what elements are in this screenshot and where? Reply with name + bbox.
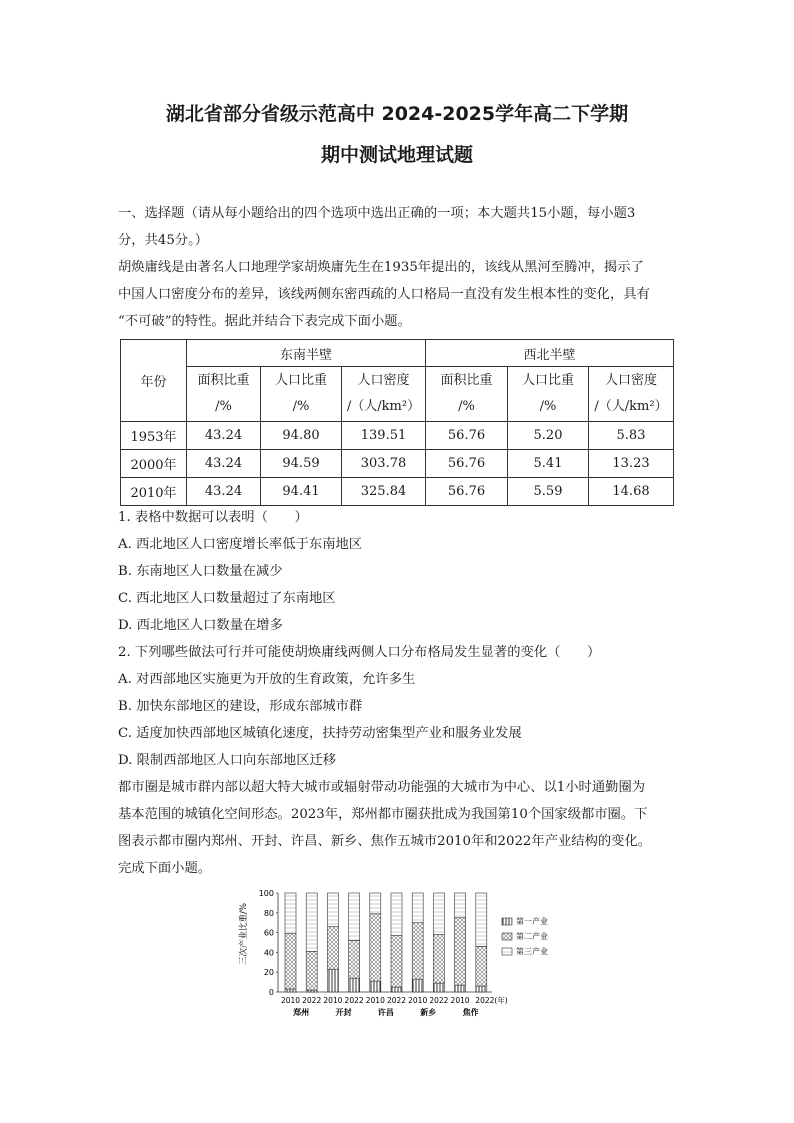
bar-secondary-segment (370, 914, 381, 981)
bar-tertiary-segment (412, 893, 423, 923)
question-1-option-a: A. 西北地区人口密度增长率低于东南地区 (118, 537, 363, 552)
x-tick-label: 2010 (280, 996, 301, 1005)
passage2-line-2: 基本范围的城镇化空间形态。2023年，郑州都市圈获批成为我国第10个国家级都市圈。下 (118, 807, 648, 822)
passage2-line-1: 都市圈是城市群内部以超大特大城市或辐射带动功能强的大城市为中心、以1小时通勤圈为 (118, 780, 646, 795)
bar-primary-segment (412, 979, 423, 992)
city-label: 许昌 (377, 1008, 394, 1017)
y-axis-label: 三次产业比重/% (239, 903, 249, 965)
table-col-east-area: 面积比重 /% (187, 367, 261, 422)
bar-tertiary-segment (285, 893, 296, 934)
city-label: 郑州 (293, 1008, 310, 1017)
question-2-option-c: C. 适度加快西部地区城镇化速度，扶持劳动密集型产业和服务业发展 (118, 726, 522, 741)
city-label: 新乡 (420, 1008, 437, 1017)
question-1-option-d: D. 西北地区人口数量在增多 (118, 618, 283, 633)
bar-primary-segment (370, 981, 381, 992)
bar-tertiary-segment (349, 893, 360, 941)
table-col-west-area: 面积比重 /% (426, 367, 508, 422)
question-2-option-b: B. 加快东部地区的建设，形成东部城市群 (118, 699, 363, 714)
table-col-west-density: 人口密度 /（人/km²） (589, 367, 674, 422)
section-line-2: 分，共45分。） (118, 233, 209, 248)
bar-tertiary-segment (306, 893, 317, 951)
bar-primary-segment (391, 987, 402, 992)
y-tick-label: 20 (263, 968, 274, 978)
bar-primary-segment (433, 983, 444, 992)
x-tick-label: 2022 (386, 996, 407, 1005)
bar-secondary-segment (285, 934, 296, 989)
x-tick-label: 2022(年) (475, 996, 508, 1005)
passage2-line-4: 完成下面小题。 (118, 861, 212, 876)
bar-tertiary-segment (476, 893, 487, 946)
table-row: 1953年 43.24 94.80 139.51 56.76 5.20 5.83 (121, 422, 674, 450)
legend-label: 第三产业 (516, 947, 548, 956)
y-tick-label: 100 (258, 889, 274, 898)
question-2-option-d: D. 限制西部地区人口向东部地区迁移 (118, 753, 337, 768)
bar-tertiary-segment (327, 893, 338, 927)
bar-tertiary-segment (391, 893, 402, 936)
legend-swatch (502, 933, 512, 940)
question-1-stem: 1. 表格中数据可以表明（ ） (118, 510, 308, 525)
bar-primary-segment (455, 985, 466, 992)
bar-tertiary-segment (433, 893, 444, 935)
population-table (120, 339, 674, 506)
y-tick-label: 60 (263, 928, 274, 938)
legend-label: 第一产业 (516, 917, 548, 926)
x-tick-label: 2022 (344, 996, 364, 1005)
question-1-option-c: C. 西北地区人口数量超过了东南地区 (118, 591, 336, 606)
legend-label: 第二产业 (516, 932, 548, 941)
paper-title-line1: 湖北省部分省级示范高中 2024-2025学年高二下学期 (165, 103, 629, 125)
question-2-option-a: A. 对西部地区实施更为开放的生育政策，允许多生 (118, 672, 416, 687)
section-instructions (118, 200, 680, 254)
bar-primary-segment (327, 969, 338, 992)
industry-structure-chart (232, 882, 562, 1022)
bar-secondary-segment (391, 936, 402, 987)
legend-swatch (502, 918, 512, 925)
table-col-east-pop: 人口比重 /% (261, 367, 342, 422)
question-2-stem: 2. 下列哪些做法可行并可能使胡焕庸线两侧人口分布格局发生显著的变化（ ） (118, 645, 601, 660)
table-row: 2000年 43.24 94.59 303.78 56.76 5.41 13.23 (121, 450, 674, 478)
table-row: 2010年 43.24 94.41 325.84 56.76 5.59 14.68 (121, 478, 674, 506)
passage1-line-2: 中国人口密度分布的差异，该线两侧东密西疏的人口格局一直没有发生根本性的变化，具有 (118, 287, 650, 302)
bar-tertiary-segment (455, 893, 466, 918)
legend-swatch (502, 948, 512, 955)
section-line-1: 一、选择题（请从每小题给出的四个选项中选出正确的一项；本大题共15小题，每小题3 (118, 206, 636, 221)
bar-secondary-segment (476, 946, 487, 986)
y-tick-label: 80 (263, 908, 274, 918)
question-1-option-b: B. 东南地区人口数量在减少 (118, 564, 283, 579)
passage1-line-1: 胡焕庸线是由著名人口地理学家胡焕庸先生在1935年提出的，该线从黑河至腾冲，揭示了 (118, 260, 644, 275)
y-tick-label: 40 (263, 948, 274, 958)
bar-secondary-segment (455, 918, 466, 985)
table-header-west: 西北半壁 (426, 340, 674, 367)
bar-primary-segment (476, 986, 487, 992)
bar-tertiary-segment (370, 893, 381, 914)
passage2-line-3: 图表示都市圈内郑州、开封、许昌、新乡、焦作五城市2010年和2022年产业结构的变化。 (118, 834, 652, 849)
table-col-east-density: 人口密度 /（人/km²） (342, 367, 426, 422)
x-tick-label: 2022 (429, 996, 449, 1005)
x-tick-label: 2022 (302, 996, 322, 1005)
table-header-year: 年份 (121, 340, 187, 422)
bar-secondary-segment (306, 951, 317, 990)
x-tick-label: 2010 (408, 996, 428, 1005)
y-tick-label: 0 (268, 988, 274, 997)
table-header-east: 东南半壁 (187, 340, 426, 367)
bar-secondary-segment (433, 935, 444, 984)
x-tick-label: 2010 (450, 996, 470, 1005)
x-tick-label: 2010 (323, 996, 343, 1005)
bar-secondary-segment (327, 927, 338, 970)
table-col-west-pop: 人口比重 /% (508, 367, 589, 422)
city-label: 焦作 (462, 1008, 479, 1017)
bar-primary-segment (285, 989, 296, 992)
bar-secondary-segment (349, 941, 360, 979)
bar-primary-segment (349, 978, 360, 992)
city-label: 开封 (335, 1008, 352, 1017)
passage1-line-3: “不可破”的特性。据此并结合下表完成下面小题。 (118, 314, 411, 329)
bar-secondary-segment (412, 923, 423, 979)
paper-title-line2: 期中测试地理试题 (320, 144, 473, 166)
x-tick-label: 2010 (365, 996, 385, 1005)
passage-1 (118, 254, 680, 335)
passage-2 (118, 774, 680, 882)
